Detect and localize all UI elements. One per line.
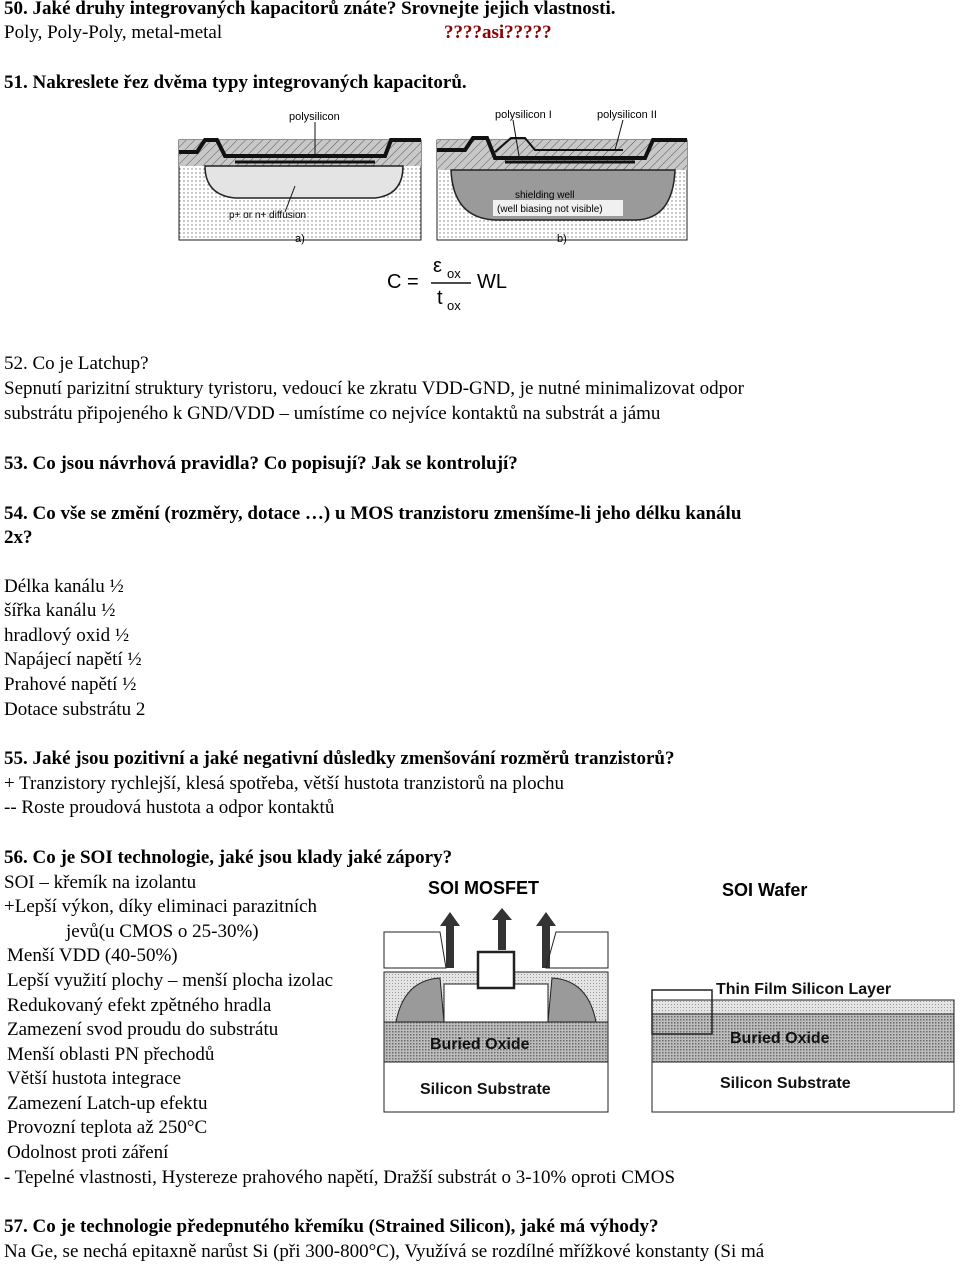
q57-line: Na Ge, se nechá epitaxně narůst Si (při 300-800°C), Využívá se rozdílné mřížkové konstanty (Si má [4,1241,765,1262]
q54-item: Délka kanálu ½ [4,576,124,597]
q54-heading-1: 54. Co vše se změní (rozměry, dotace …) u MOS tranzistoru zmenšíme-li jeho délku kanálu [4,503,742,524]
label-diffusion: p+ or n+ diffusion [229,210,307,221]
q54-item: Prahové napětí ½ [4,674,137,695]
soi-mosfet-title: SOI MOSFET [428,878,540,898]
q55-line-1: + Tranzistory rychlejší, klesá spotřeba, větší hustota tranzistorů na plochu [4,773,565,794]
q54-heading-2: 2x? [4,527,33,548]
q56-item: Odolnost proti záření [7,1142,169,1163]
q50-note: ????asi????? [444,22,552,43]
soi-mosfet-substrate-label: Silicon Substrate [420,1081,551,1098]
label-well: shielding well [515,190,575,201]
panel-a [179,111,421,245]
q50-answer: Poly, Poly-Poly, metal-metal [4,22,223,43]
label-well-note: (well biasing not visible) [497,204,603,215]
label-poly1: polysilicon I [495,109,552,121]
soi-wafer-substrate-label: Silicon Substrate [720,1075,851,1092]
q52-line-1: Sepnutí parizitní struktury tyristoru, vedoucí ke zkratu VDD-GND, je nutné minimalizovat odpor [4,378,744,399]
q56-negatives: - Tepelné vlastnosti, Hystereze prahového napětí, Dražší substrát o 3-10% oproti CMOS [4,1167,676,1188]
q54-item: Napájecí napětí ½ [4,649,142,670]
formula-num-sub: ox [447,266,461,281]
q54-item: šířka kanálu ½ [4,600,116,621]
q56-item: Menší VDD (40-50%) [7,945,178,966]
formula-lhs: C = [387,271,419,293]
formula-den: t [437,287,443,309]
q53-heading: 53. Co jsou návrhová pravidla? Co popisují? Jak se kontrolují? [4,453,518,474]
panel-b [437,109,687,245]
soi-figure [380,872,958,1120]
q50-answer-line [4,21,552,45]
q55-heading: 55. Jaké jsou pozitivní a jaké negativní důsledky zmenšování rozměrů tranzistorů? [4,748,675,769]
q56-item: Menší oblasti PN přechodů [7,1044,215,1065]
q56-item: Větší hustota integrace [7,1068,182,1089]
q56-item: Redukovaný efekt zpětného hradla [7,995,272,1016]
q56-item: Lepší využití plochy – menší plocha izolac [7,970,334,991]
q57-heading: 57. Co je technologie předepnutého křemíku (Strained Silicon), jaké má výhody? [4,1216,659,1237]
q56-item: Zamezení svod proudu do substrátu [7,1019,279,1040]
soi-thin-film-label: Thin Film Silicon Layer [716,981,892,998]
label-polysilicon: polysilicon [289,111,340,123]
q56-heading: 56. Co je SOI technologie, jaké jsou klady jaké zápory? [4,847,453,868]
q56-item: +Lepší výkon, díky eliminaci parazitních [4,896,318,917]
q56-item: Provozní teplota až 250°C [7,1117,208,1138]
soi-wafer-oxide-label: Buried Oxide [730,1030,830,1047]
q55-line-2: -- Roste proudová hustota a odpor kontaktů [4,797,335,818]
q56-item: SOI – křemík na izolantu [4,872,197,893]
q52-heading: 52. Co je Latchup? [4,353,149,374]
q50-heading: 50. Jaké druhy integrovaných kapacitorů znáte? Srovnejte jejich vlastnosti. [4,0,616,19]
formula-den-sub: ox [447,298,461,313]
label-poly2: polysilicon II [597,109,657,121]
soi-mosfet-oxide-label: Buried Oxide [430,1036,530,1053]
q56-item: jevů(u CMOS o 25-30%) [66,921,259,942]
soi-wafer-title: SOI Wafer [722,880,808,900]
q54-item: hradlový oxid ½ [4,625,130,646]
capacitance-formula [387,255,507,313]
formula-rhs: WL [477,271,507,293]
q56-item: Zamezení Latch-up efektu [7,1093,208,1114]
q52-line-2: substrátu připojeného k GND/VDD – umístíme co nejvíce kontaktů na substrát a jámu [4,403,661,424]
label-a: a) [295,233,305,245]
label-b: b) [557,233,567,245]
q54-item: Dotace substrátu 2 [4,699,146,720]
soi-mosfet-diagram [384,908,608,1112]
formula-num: ε [433,255,442,277]
soi-wafer-diagram [652,981,954,1112]
q51-heading: 51. Nakreslete řez dvěma typy integrovaných kapacitorů. [4,72,467,93]
capacitor-cross-section-figure [175,100,695,332]
